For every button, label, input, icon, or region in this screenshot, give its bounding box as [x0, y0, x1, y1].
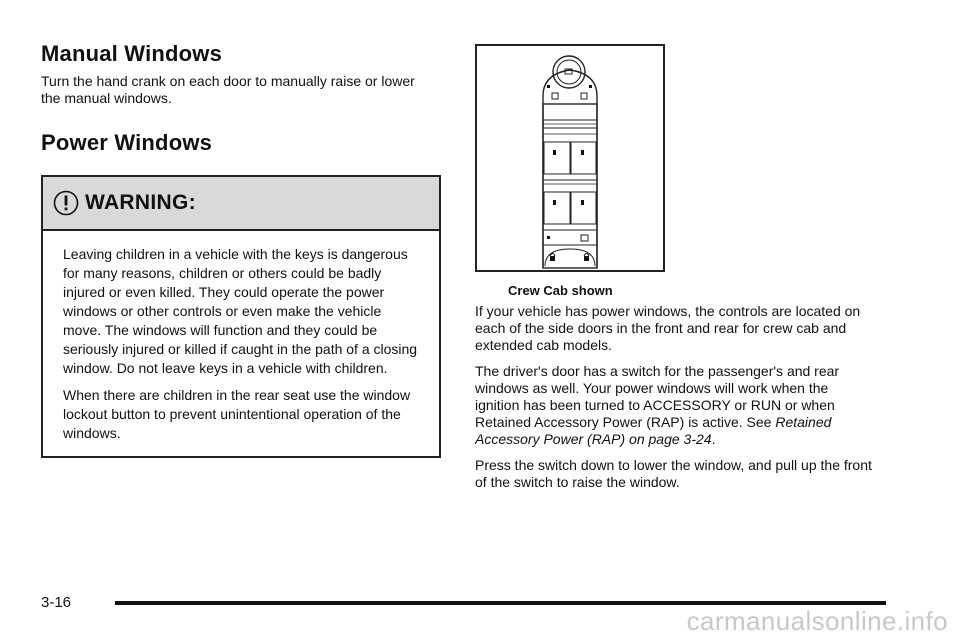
page-number: 3-16	[41, 594, 72, 611]
window-switch-illustration	[475, 44, 665, 272]
warning-box	[41, 175, 441, 458]
power-windows-paragraph-2	[475, 363, 875, 448]
warning-triangle-icon	[53, 190, 79, 216]
footer-rule	[115, 601, 886, 605]
warning-body	[43, 231, 439, 456]
figure-caption: Crew Cab shown	[508, 283, 613, 298]
power-windows-paragraph-1: If your vehicle has power windows, the controls are located on each of the side doors in the front and rear for crew cab and extended cab models.	[475, 303, 861, 353]
paragraph-text: The driver's door has a switch for the passenger's and rear windows as well. Your power windows will work when the ignition has been turned to ACCESSORY or RUN or when Retained Accessory Power (RAP) is active. See	[475, 363, 840, 430]
power-windows-paragraph-3: Press the switch down to lower the window, and pull up the front of the switch to raise the window.	[475, 457, 872, 490]
warning-paragraph: When there are children in the rear seat use the window lockout button to prevent unintentional operation of the windows.	[63, 387, 411, 441]
right-column	[475, 44, 895, 491]
manual-windows-text: Turn the hand crank on each door to manually raise or lower the manual windows.	[41, 73, 415, 106]
paragraph-text: .	[711, 431, 716, 447]
power-windows-heading: Power Windows	[41, 130, 213, 155]
warning-header	[43, 177, 439, 231]
site-watermark: carmanualsonline.info	[686, 606, 948, 636]
manual-windows-heading: Manual Windows	[41, 41, 223, 66]
rap-cross-reference-link[interactable]: Retained Accessory Power (RAP) on page 3‑24	[475, 414, 832, 447]
warning-title: WARNING:	[85, 191, 196, 214]
left-column	[41, 40, 445, 458]
warning-paragraph: Leaving children in a vehicle with the keys is dangerous for many reasons, children or others could be badly injured or even killed. They could operate the power windows or other controls or even make the vehicle move. The windows will function and they could be seriously injured or killed if caught in the path of a closing window. Do not leave keys in a vehicle with children.	[63, 246, 418, 376]
power-window-switch-drawing	[477, 46, 663, 270]
